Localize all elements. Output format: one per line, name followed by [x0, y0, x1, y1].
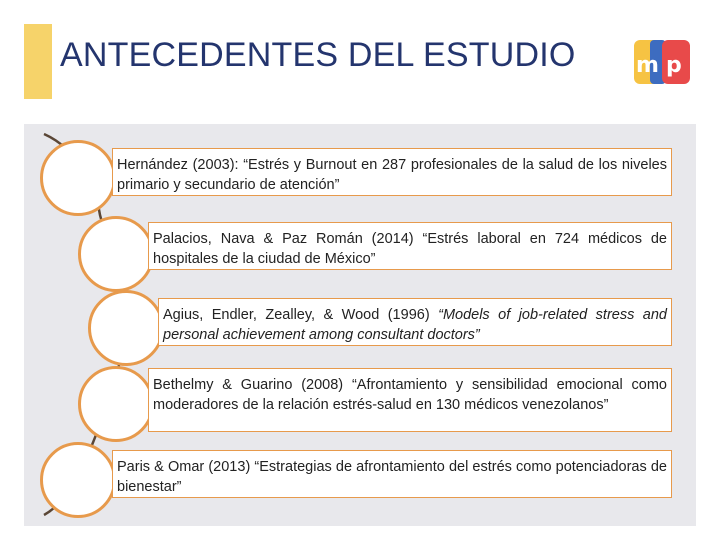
timeline-node: [40, 442, 116, 518]
study-text: Bethelmy & Guarino (2008) “Afrontamiento y sensibilidad emocional como moderadores de la relación estrés-salud en 130 médicos venezolanos”: [153, 377, 667, 413]
timeline-node: [78, 366, 154, 442]
study-text: Hernández (2003): “Estrés y Burnout en 287 profesionales de la salud de los niveles primario y secundario de atención”: [117, 157, 667, 193]
page-title: ANTECEDENTES DEL ESTUDIO: [60, 36, 576, 74]
study-text-prefix: Agius, Endler, Zealley, & Wood (1996): [163, 307, 439, 323]
svg-text:m: m: [636, 53, 659, 78]
svg-text:p: p: [666, 53, 682, 78]
study-text: Paris & Omar (2013) “Estrategias de afrontamiento del estrés como potenciadoras de bienestar”: [117, 459, 667, 495]
msp-logo: [628, 36, 694, 88]
study-card: [148, 368, 672, 432]
timeline-node: [40, 140, 116, 216]
timeline-node: [78, 216, 154, 292]
title-accent-bar: [24, 24, 52, 99]
study-card: [112, 148, 672, 196]
timeline-node: [88, 290, 164, 366]
study-card: [112, 450, 672, 498]
study-text: Palacios, Nava & Paz Román (2014) “Estrés laboral en 724 médicos de hospitales de la ciudad de México”: [153, 231, 667, 267]
study-text-italic: “Models of job-related stress and personal achievement among consultant doctors”: [163, 307, 667, 343]
study-card: [158, 298, 672, 346]
study-card: [148, 222, 672, 270]
